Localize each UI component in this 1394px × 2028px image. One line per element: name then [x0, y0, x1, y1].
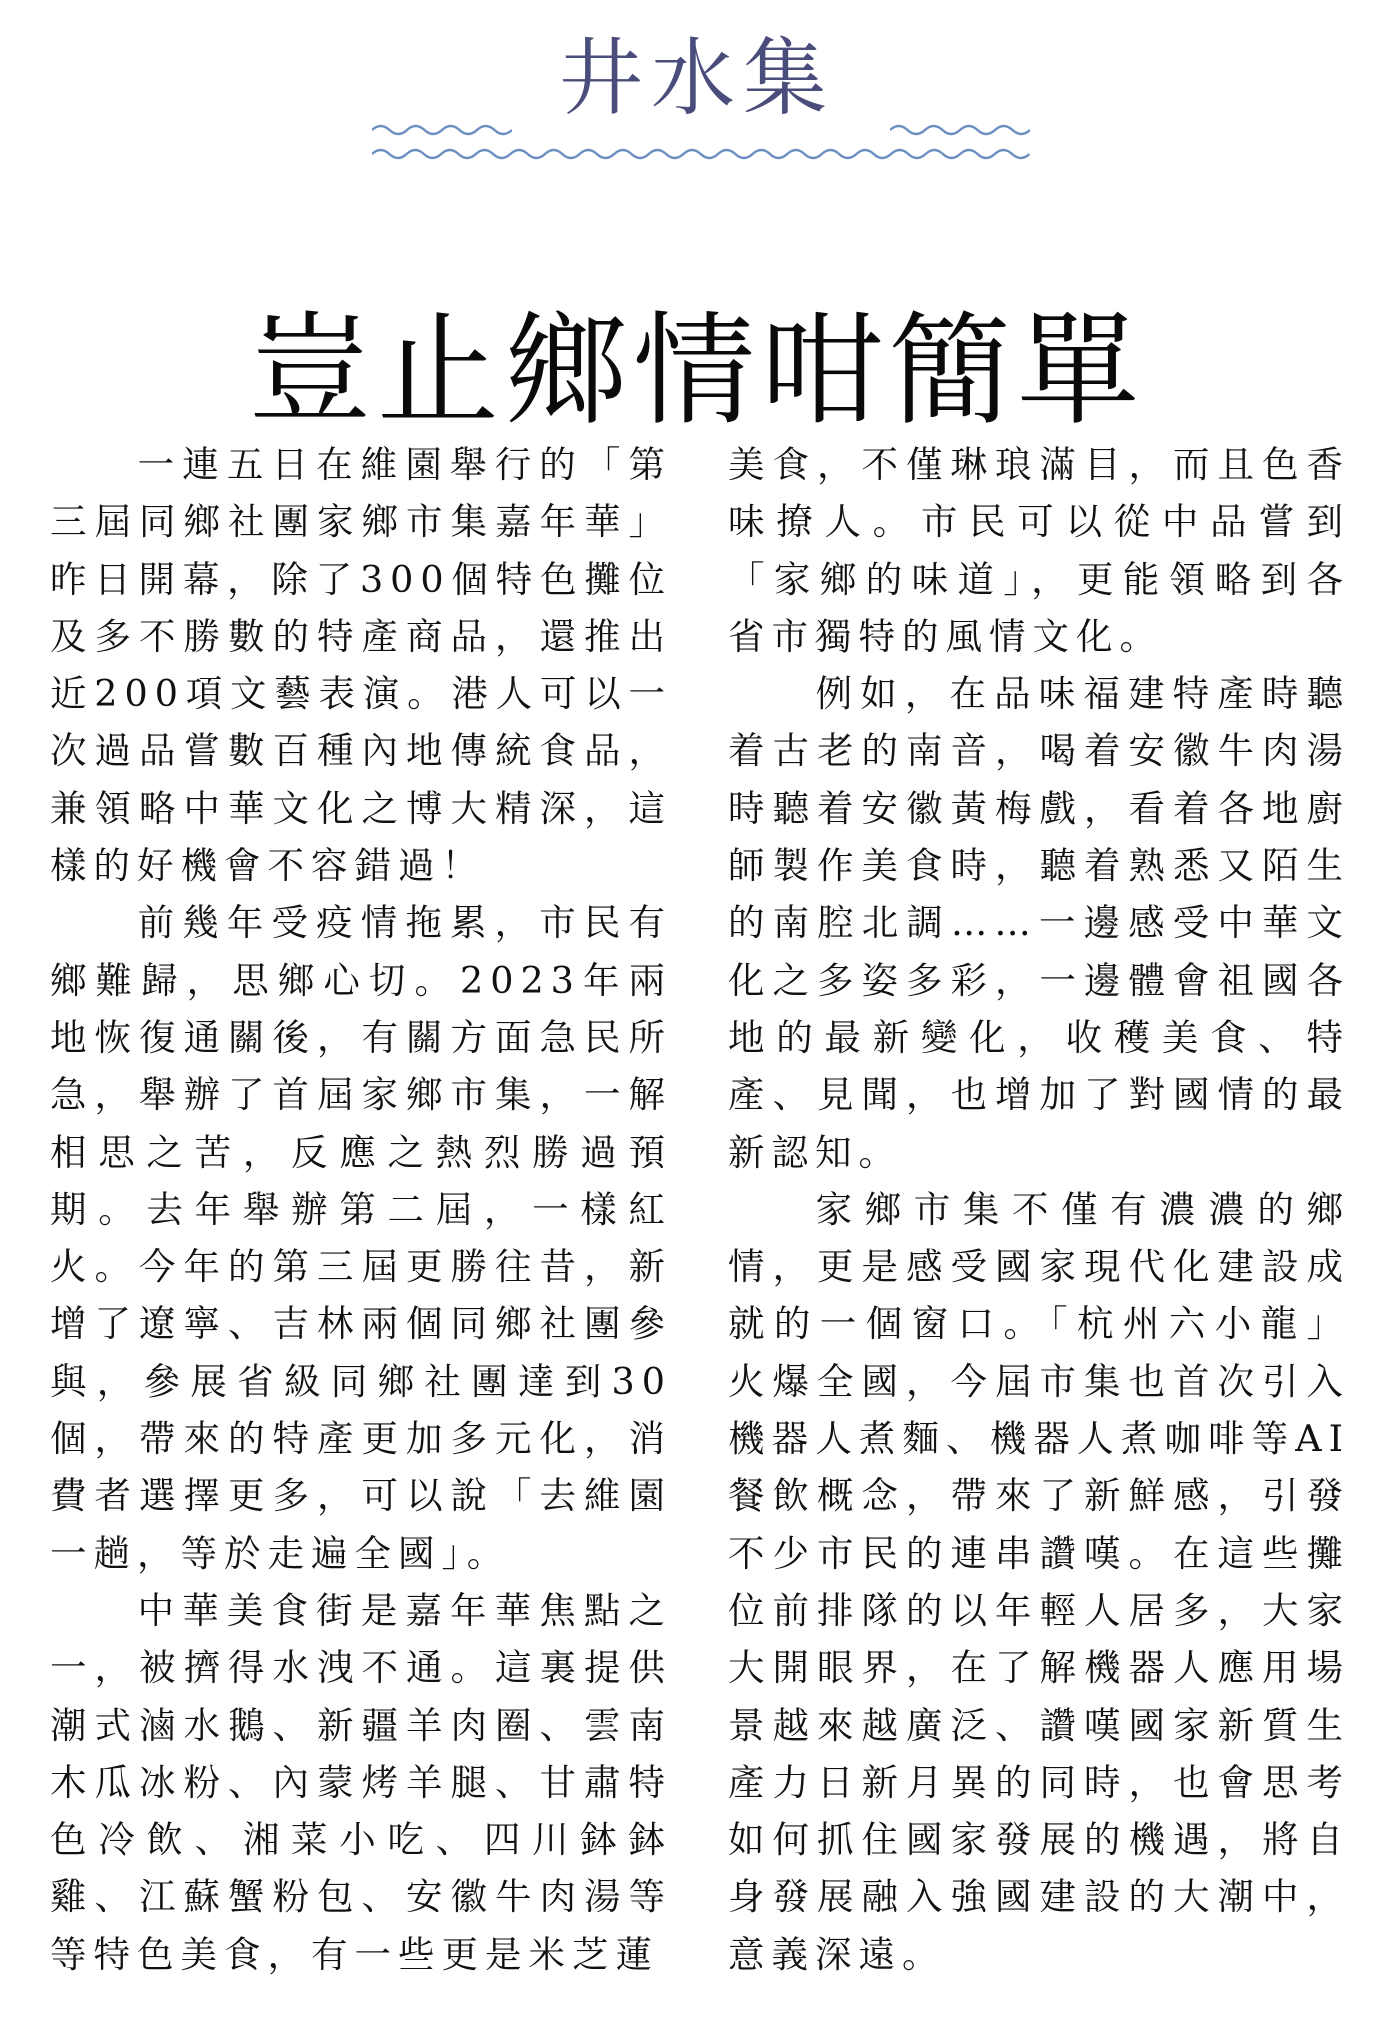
- paragraph: 例如，在品味福建特產時聽着古老的南音，喝着安徽牛肉湯時聽着安徽黃梅戲，看着各地廚師製作美食時，聽着熟悉又陌生的南腔北調……一邊感受中華文化之多姿多彩，一邊體會祖國各地的最新變化，收穫美食、特產、見聞，也增加了對國情的最新認知。: [728, 672, 1350, 1174]
- wave-ornament-left: [372, 122, 512, 138]
- paragraph: 中華美食街是嘉年華焦點之一，被擠得水洩不通。這裏提供潮式滷水鵝、新疆羊肉圈、雲南木瓜冰粉、內蒙烤羊腿、甘肅特色冷飲、湘菜小吃、四川鉢鉢雞、江蘇蟹粉包、安徽牛肉湯等等特色美食，有一些更是米芝蓮: [50, 1588, 672, 1976]
- right-column: [728, 436, 1350, 1983]
- paragraph: 家鄉市集不僅有濃濃的鄉情，更是感受國家現代化建設成就的一個窗口。「杭州六小龍」火爆全國，今屆市集也首次引入機器人煮麵、機器人煮咖啡等AI餐飲概念，帶來了新鮮感，引發不少市民的連串讚嘆。在這些攤位前排隊的以年輕人居多，大家大開眼界，在了解機器人應用場景越來越廣泛、讚嘆國家新質生產力日新月異的同時，也會思考如何抓住國家發展的機遇，將自身發展融入強國建設的大潮中，意義深遠。: [728, 1187, 1350, 1976]
- paragraph: 一連五日在維園舉行的「第三屆同鄉社團家鄉市集嘉年華」昨日開幕，除了300個特色攤位及多不勝數的特產商品，還推出近200項文藝表演。港人可以一次過品嘗數百種內地傳統食品，兼領略中華文化之博大精深，這樣的好機會不容錯過！: [50, 443, 672, 888]
- column-name: 井水集: [558, 29, 835, 127]
- article-body: [50, 436, 1350, 2006]
- paragraph: 前幾年受疫情拖累，市民有鄉難歸，思鄉心切。2023年兩地恢復通關後，有關方面急民所急，舉辦了首屆家鄉市集，一解相思之苦，反應之熱烈勝過預期。去年舉辦第二屆，一樣紅火。今年的第三屆更勝往昔，新增了遼寧、吉林兩個同鄉社團參與，參展省級同鄉社團達到30個，帶來的特產更加多元化，消費者選擇更多，可以說「去維園一趟，等於走遍全國」。: [50, 901, 672, 1575]
- article-headline: 豈止鄉情咁簡單: [249, 299, 1145, 442]
- paragraph-continued: 美食，不僅琳琅滿目，而且色香味撩人。市民可以從中品嘗到「家鄉的味道」，更能領略到各省市獨特的風情文化。: [728, 443, 1350, 658]
- left-column: [50, 436, 672, 1983]
- column-header: [0, 0, 1394, 200]
- wave-ornament-bottom: [372, 146, 1030, 162]
- wave-ornament-right: [890, 122, 1030, 138]
